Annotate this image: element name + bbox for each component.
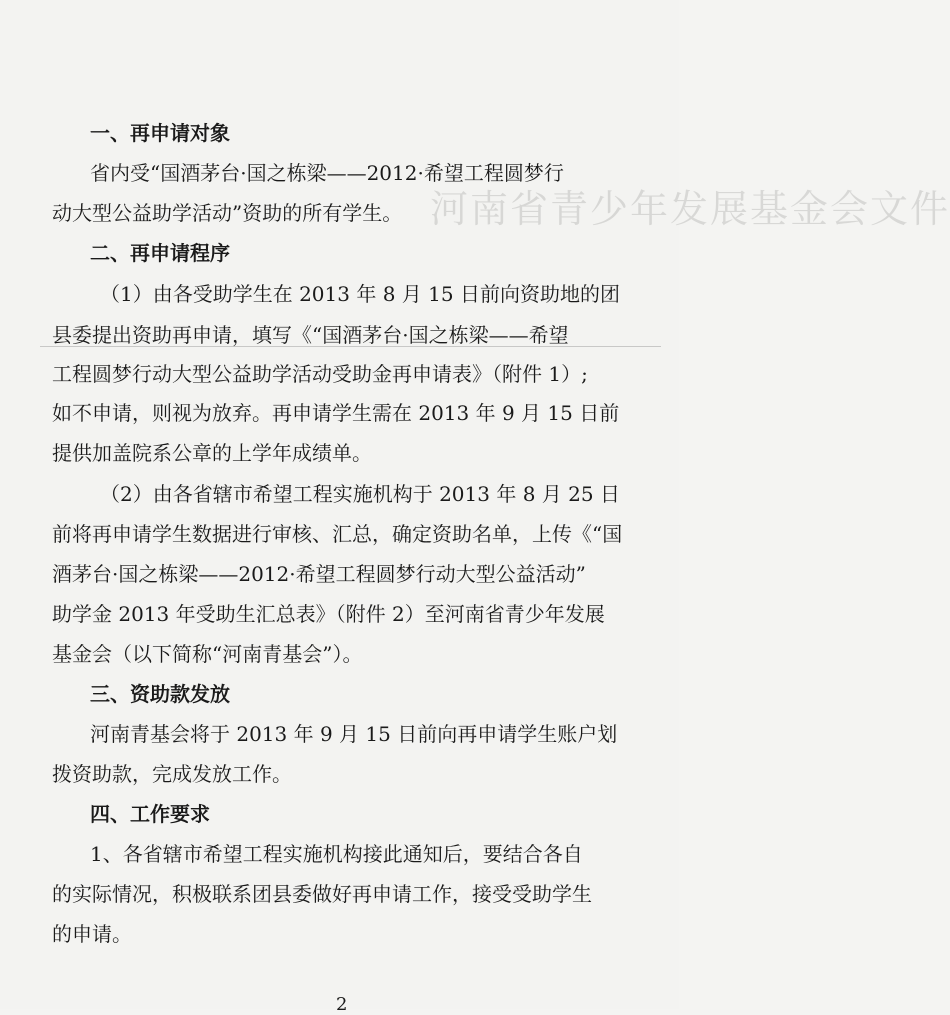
section-2-p1-line-4: 如不申请，则视为放弃。再申请学生需在 2013 年 9 月 15 日前 (52, 401, 620, 425)
section-heading-3: 三、资助款发放 (90, 682, 230, 706)
section-2-p2-line-4: 助学金 2013 年受助生汇总表》（附件 2）至河南省青少年发展 (52, 602, 605, 626)
section-2-p1-line-3: 工程圆梦行动大型公益助学活动受助金再申请表》（附件 1）; (52, 362, 588, 386)
section-2-p2-line-5: 基金会（以下简称“河南青基会”）。 (52, 642, 363, 666)
section-1-line-2: 动大型公益助学活动”资助的所有学生。 (52, 201, 403, 225)
page-number: 2 (336, 994, 348, 1015)
section-heading-2: 二、再申请程序 (90, 241, 230, 265)
section-3-line-1: 河南青基会将于 2013 年 9 月 15 日前向再申请学生账户划 (90, 722, 618, 746)
section-4-line-2: 的实际情况，积极联系团县委做好再申请工作，接受受助学生 (52, 882, 592, 906)
section-4-line-1: 1、各省辖市希望工程实施机构接此通知后，要结合各自 (90, 842, 583, 866)
section-2-p1-line-2: 县委提出资助再申请，填写《“国酒茅台·国之栋梁——希望 (52, 323, 569, 347)
section-4-line-3: 的申请。 (52, 922, 132, 946)
section-2-p2-line-3: 酒茅台·国之栋梁——2012·希望工程圆梦行动大型公益活动” (52, 562, 586, 586)
section-2-p1-line-1: （1）由各受助学生在 2013 年 8 月 15 日前向资助地的团 (100, 282, 620, 306)
section-1-line-1: 省内受“国酒茅台·国之栋梁——2012·希望工程圆梦行 (90, 161, 564, 185)
section-heading-4: 四、工作要求 (90, 802, 210, 826)
section-2-p1-line-5: 提供加盖院系公章的上学年成绩单。 (52, 441, 372, 465)
section-2-p2-line-2: 前将再申请学生数据进行审核、汇总，确定资助名单，上传《“国 (52, 522, 623, 546)
section-heading-1: 一、再申请对象 (90, 121, 230, 145)
section-2-p2-line-1: （2）由各省辖市希望工程实施机构于 2013 年 8 月 25 日 (100, 482, 620, 506)
watermark-text: 河南省青少年发展基金会文件 (430, 187, 950, 231)
section-3-line-2: 拨资助款，完成发放工作。 (52, 762, 292, 786)
